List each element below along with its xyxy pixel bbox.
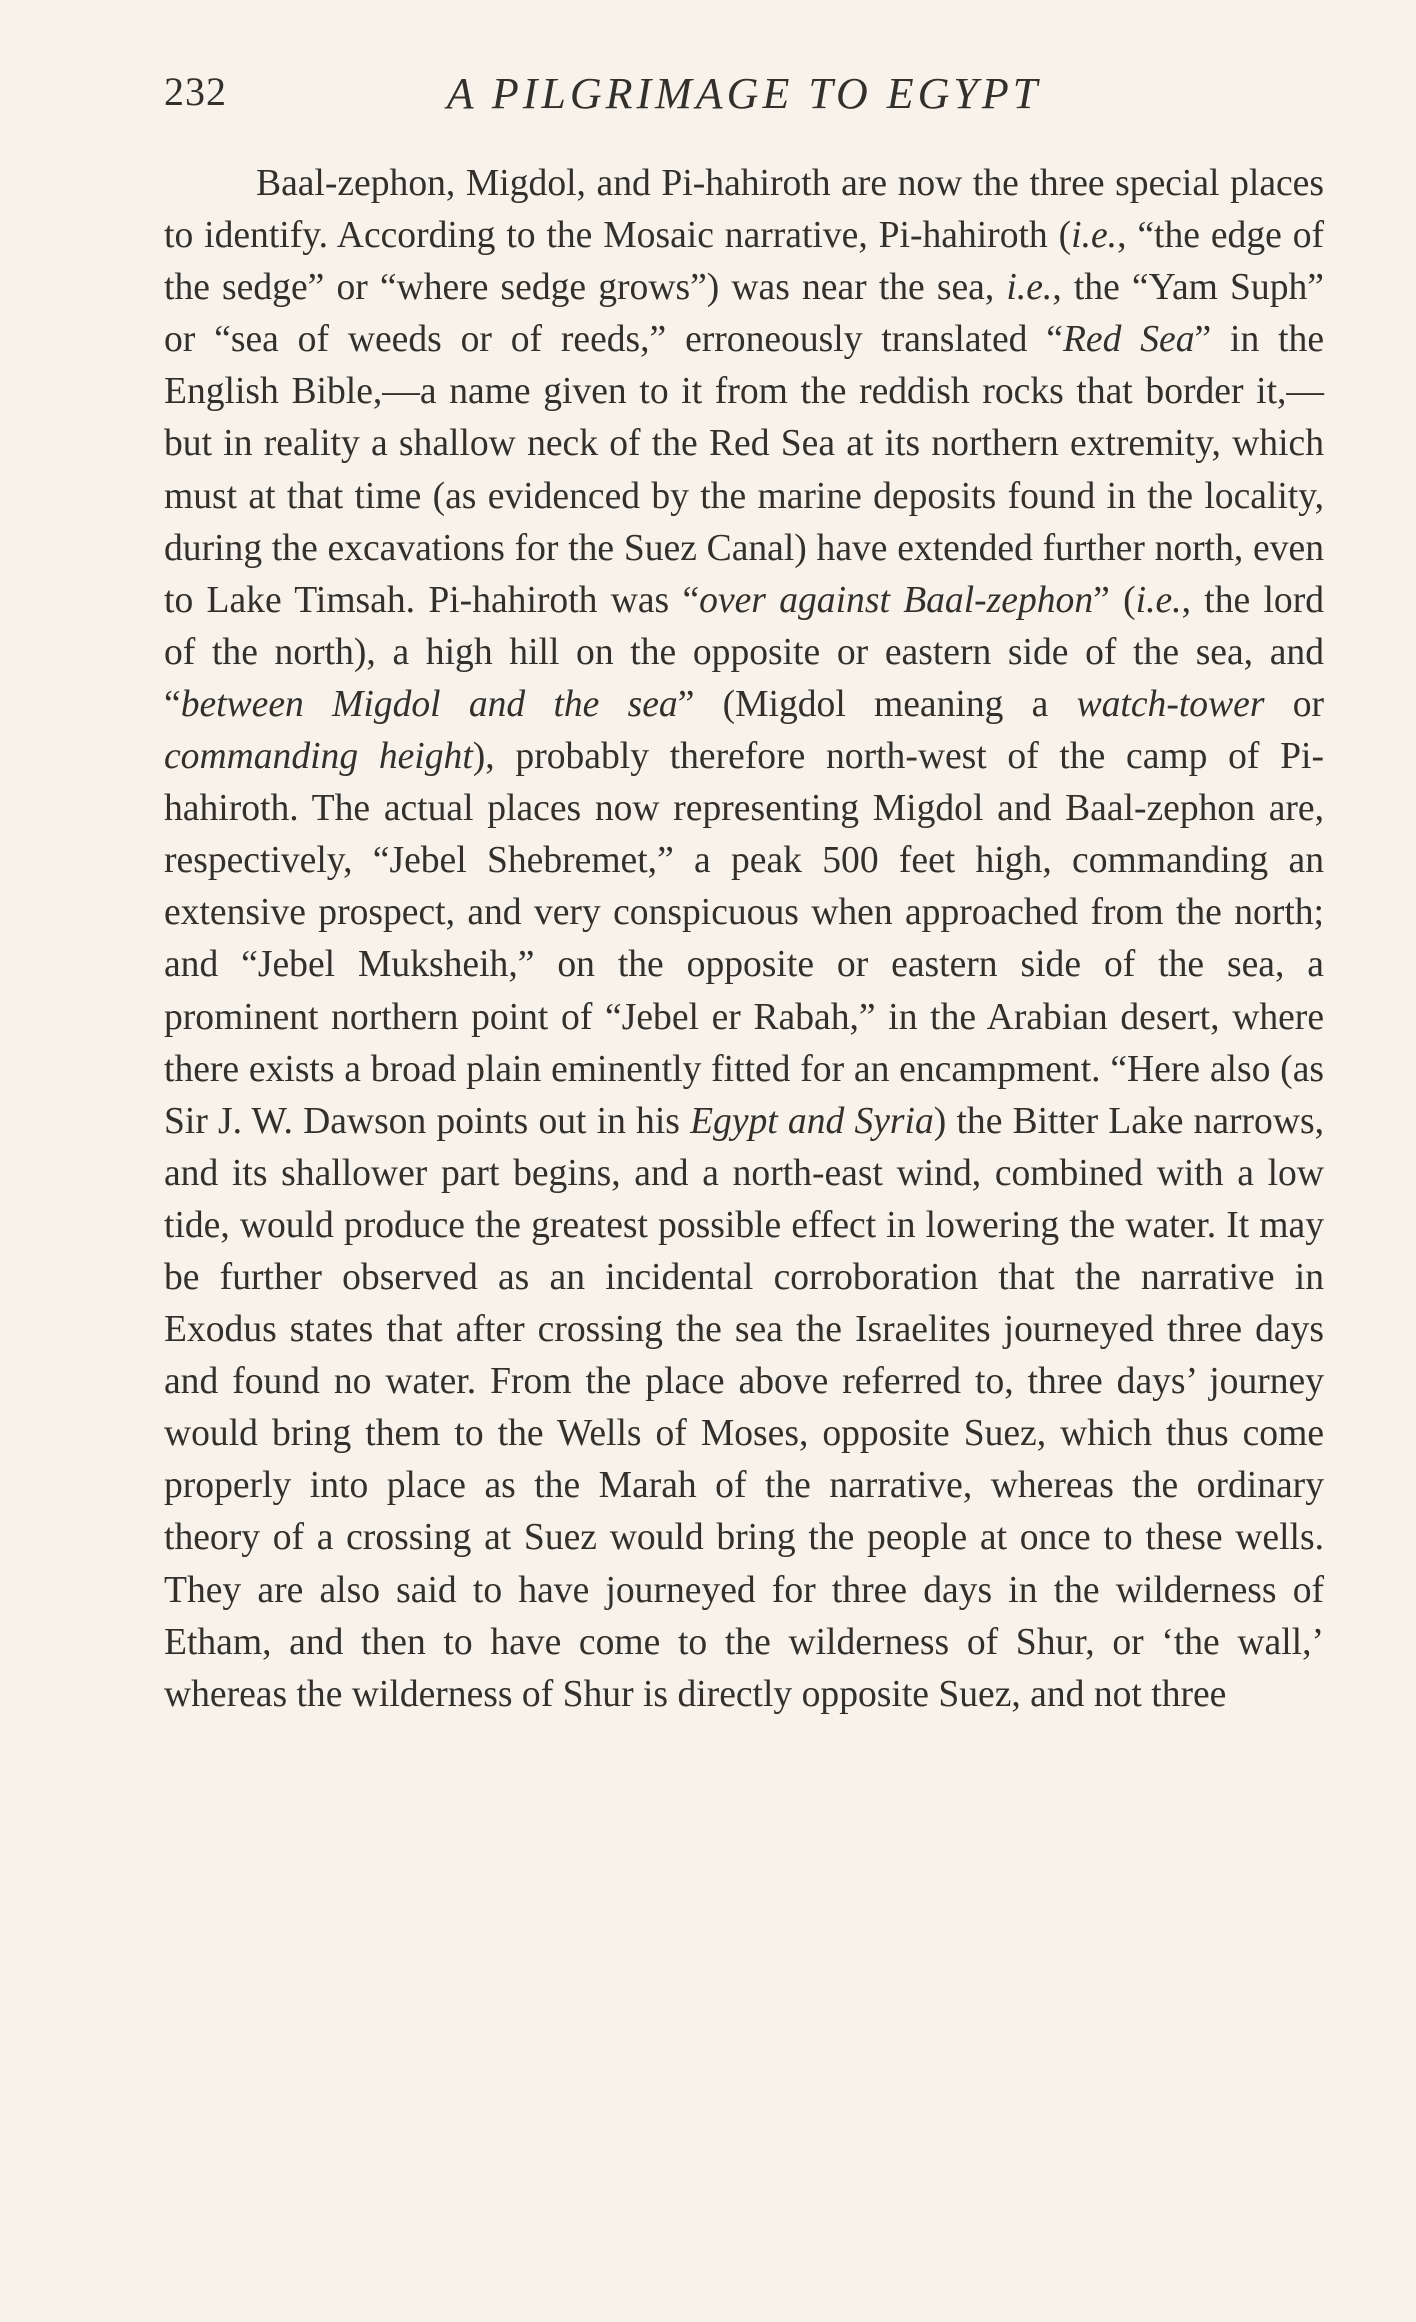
italic-run: Egypt and Syria: [690, 1100, 934, 1142]
text-run: ” in the English Bible,—a name given to it from the reddish rocks that border it,—but in reality a shallow neck of the Red Sea at its northern extremity, which must at that time (as evidenced by the marine deposits found in the locality, during the excavations for the Suez Canal) have extended further north, even to Lake Timsah. Pi-hahiroth was “: [164, 319, 1325, 621]
italic-run: commanding height: [164, 736, 473, 778]
text-run: ) the Bitter Lake narrows, and its shallower part begins, and a north-east wind, combined with a low tide, would produce the greatest possible effect in lowering the water. It may be further observed as an incidental corroboration that the narrative in Exodus states that after crossing the sea the Israelites journeyed three days and found no water. From the place above referred to, three days’ journey would bring them to the Wells of Moses, opposite Suez, which thus come properly into place as the Marah of the narrative, whereas the ordinary theory of a crossing at Suez would bring the people at once to these wells. They are also said to have journeyed for three days in the wilderness of Etham, and then to have come to the wilderness of Shur, or ‘the wall,’ whereas the wilderness of Shur is directly opposite Suez, and not three: [164, 1100, 1324, 1715]
italic-run: over against Baal-zephon: [699, 579, 1094, 621]
italic-run: Red Sea: [1062, 319, 1195, 361]
text-run: or: [1264, 683, 1324, 725]
text-run: , the lord of the north), a high hill on the opposite or eastern side of the sea, and “: [164, 579, 1324, 725]
body-paragraph: [164, 158, 1324, 1721]
page-number: 232: [164, 69, 227, 114]
italic-run: i.e.: [1071, 215, 1118, 257]
text-run: ” (Migdol meaning a: [677, 683, 1077, 725]
italic-run: i.e.: [1135, 579, 1182, 621]
text-run: ), probably therefore north-west of the camp of Pi-hahiroth. The actual places now representing Migdol and Baal-zephon are, respectively, “Jebel Shebremet,” a peak 500 feet high, commanding an extensive prospect, and very conspicuous when approached from the north; and “Jebel Muksheih,” on the opposite or eastern side of the sea, a prominent northern point of “Jebel er Rabah,” in the Arabian desert, where there exists a broad plain eminently fitted for an encampment. “Here also (as Sir J. W. Dawson points out in his: [164, 736, 1325, 1142]
text-run: , the “Yam Suph” or “sea of weeds or of reeds,” erroneously translated “: [164, 267, 1324, 361]
text-run: , “the edge of the sedge” or “where sedge grows”) was near the sea,: [164, 215, 1325, 309]
text-run: Baal-zephon, Migdol, and Pi-hahiroth are now the three special places to identify. According to the Mosaic narrative, Pi-hahiroth (: [164, 163, 1324, 257]
italic-run: between Migdol and the sea: [180, 683, 678, 725]
italic-run: i.e.: [1006, 267, 1053, 309]
running-head: A PILGRIMAGE TO EGYPT: [446, 69, 1042, 118]
book-page: [164, 62, 1324, 1721]
italic-run: watch-tower: [1076, 683, 1265, 725]
text-run: ” (: [1093, 579, 1136, 621]
page-header: [164, 62, 1324, 132]
